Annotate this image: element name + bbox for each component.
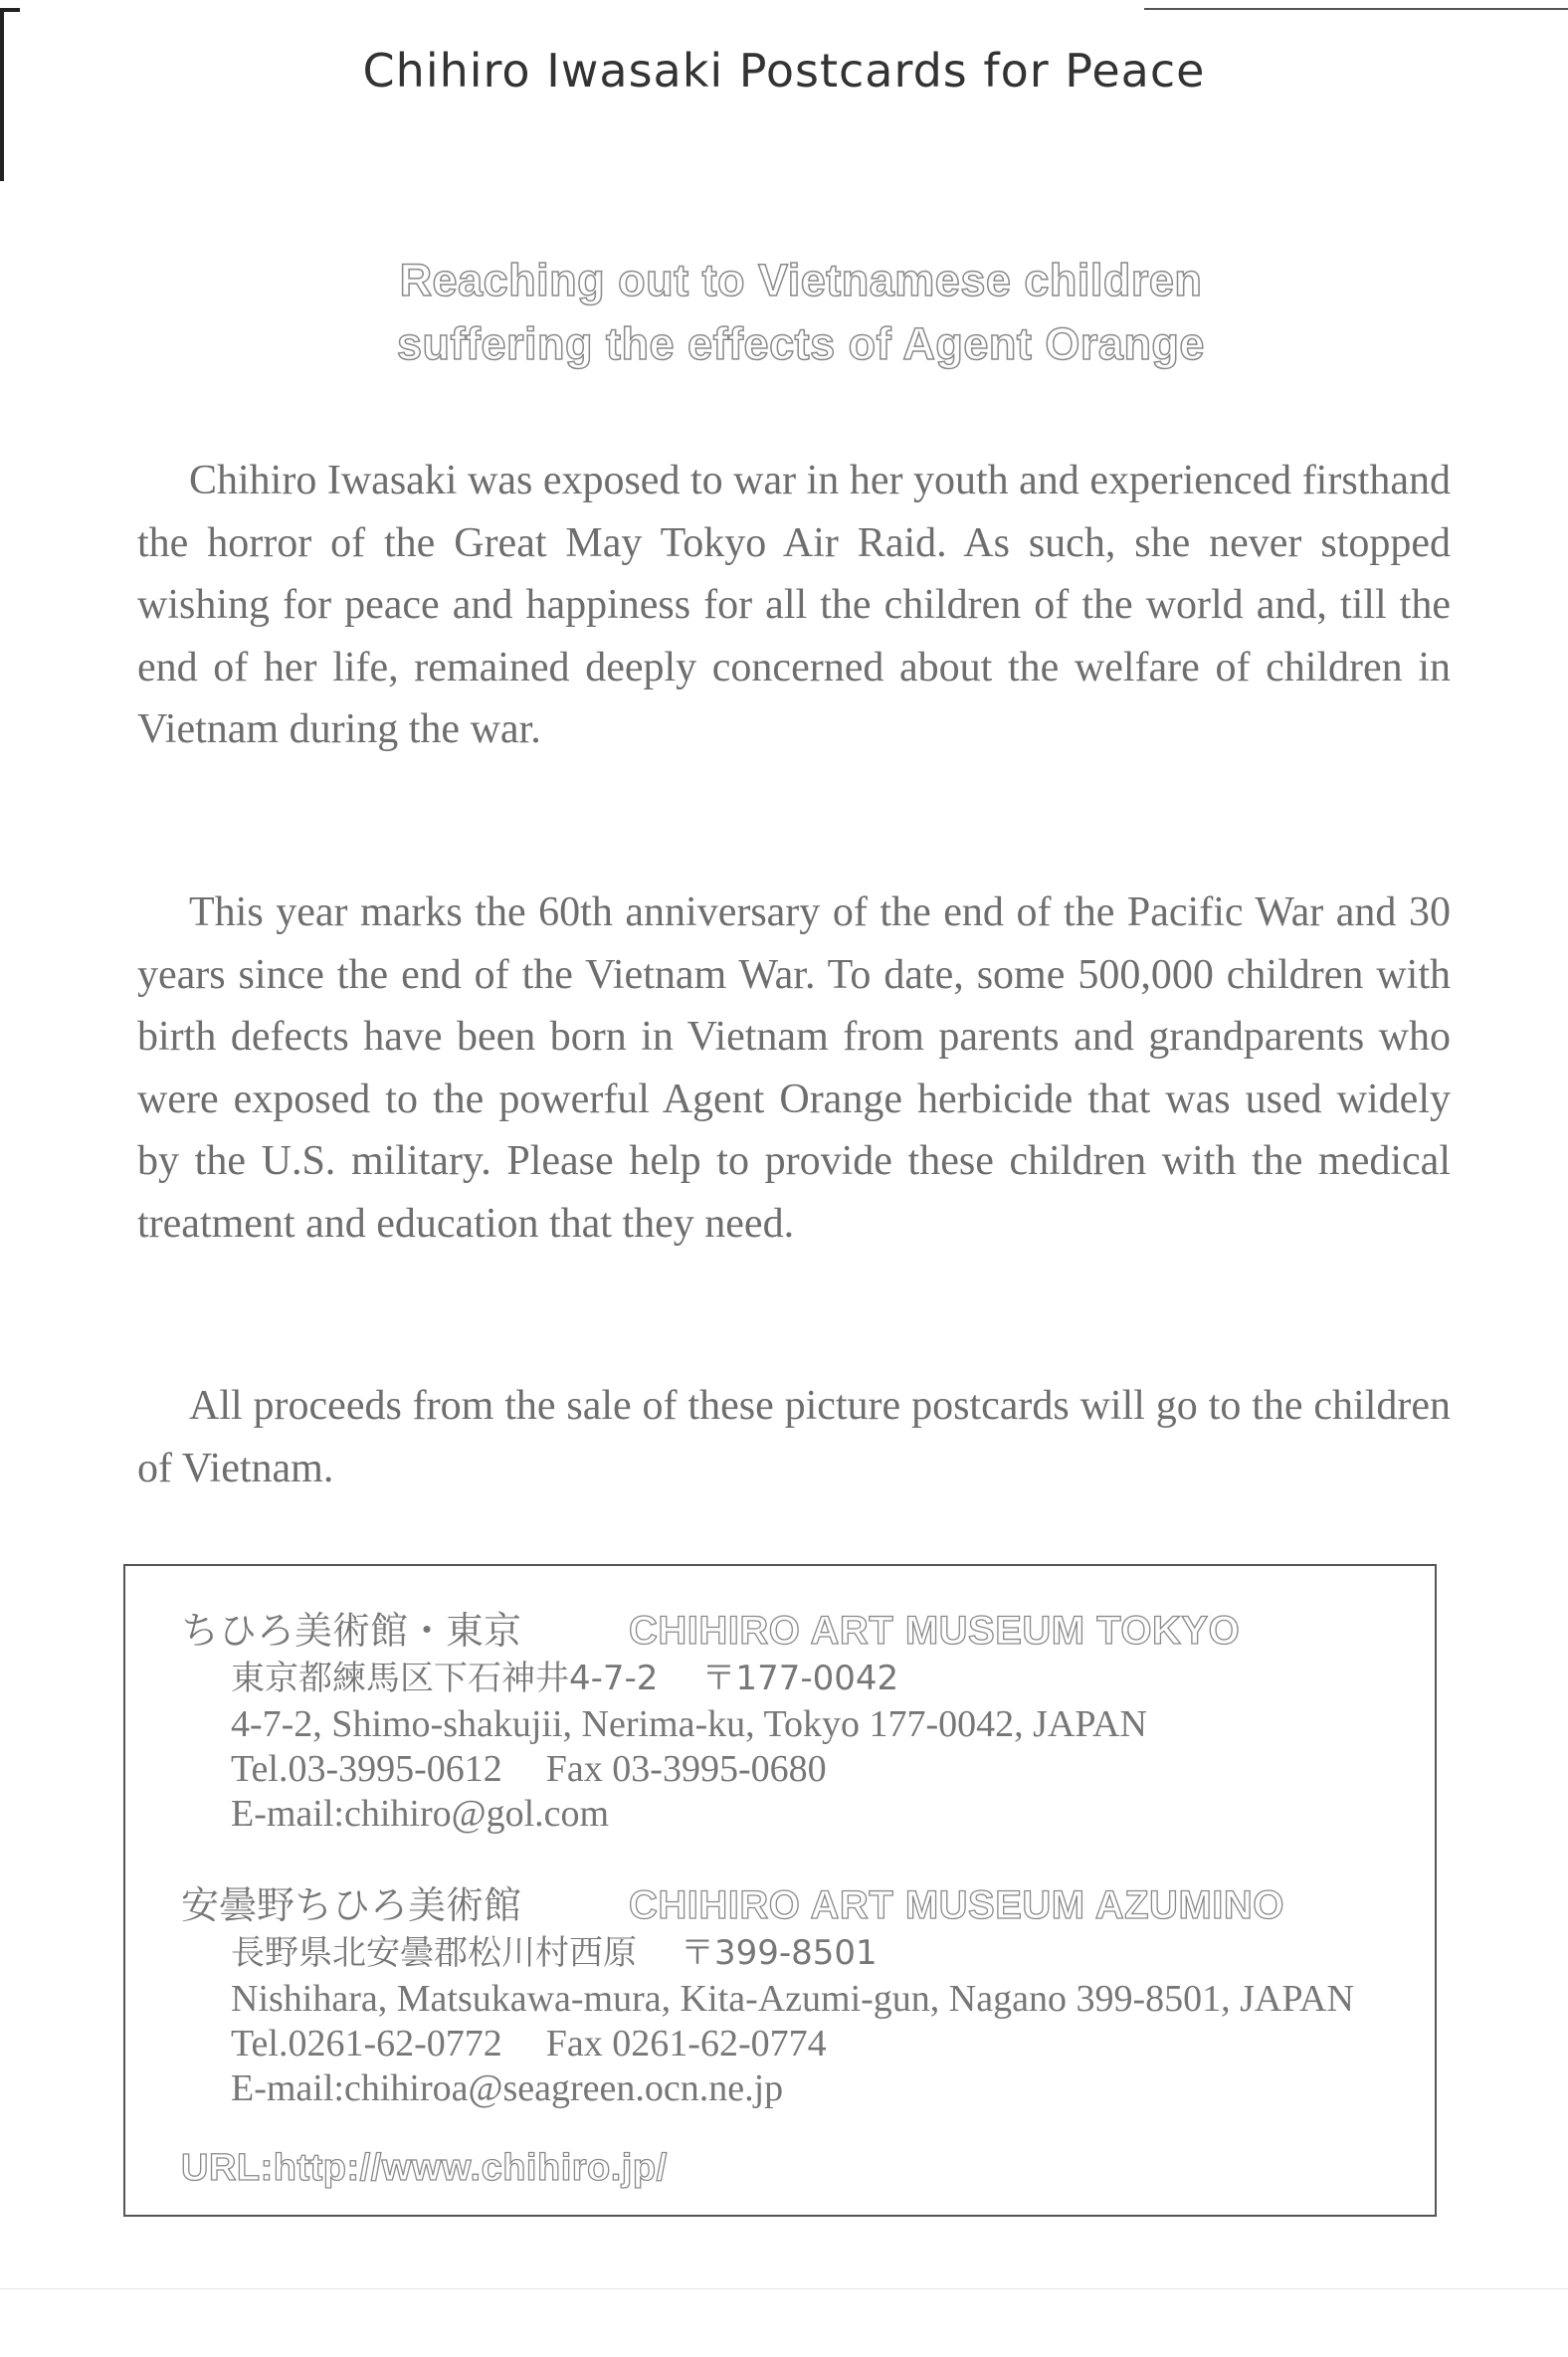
page-title: Chihiro Iwasaki Postcards for Peace: [362, 44, 1206, 98]
museum-tokyo-email[interactable]: E-mail:chihiro@gol.com: [231, 1793, 610, 1835]
museum-azumino-tel: Tel.0261-62-0772: [231, 2023, 502, 2064]
paragraph-anniversary: This year marks the 60th anniversary of the end of the Pacific War and 30 years since the end of the Vietnam War. To date, some 500,000 children with birth defects have been born in Vietnam from parents and grandparents who were exposed to the powerful Agent Orange herbicide that was used widely by the U.S. military. Please help to provide these children with the medical treatment and education that they need.: [137, 889, 1451, 1247]
paragraph-proceeds: All proceeds from the sale of these picture postcards will go to the children of Vietnam.: [137, 1383, 1451, 1491]
museum-tokyo-phone-line: [181, 1747, 1240, 1792]
museum-tokyo-address-jp: 東京都練馬区下石神井4-7-2: [231, 1659, 659, 1698]
museum-tokyo-postal-jp: 〒177-0042: [701, 1659, 899, 1698]
museum-azumino-name-en: CHIHIRO ART MUSEUM AZUMINO: [629, 1883, 1284, 1927]
bottom-rule: [0, 2288, 1568, 2289]
museum-tokyo-tel: Tel.03-3995-0612: [231, 1748, 502, 1790]
website-url[interactable]: URL:http://www.chihiro.jp/: [181, 2147, 668, 2189]
museum-azumino-postal-jp: 〒399-8501: [681, 1933, 878, 1973]
museum-tokyo-block: [181, 1600, 1240, 1837]
subtitle-line-2: suffering the effects of Agent Orange: [397, 318, 1205, 369]
museum-tokyo-name-en: CHIHIRO ART MUSEUM TOKYO: [629, 1609, 1241, 1653]
museum-azumino-phone-line: [181, 2022, 1354, 2066]
museum-azumino-block: [181, 1874, 1354, 2111]
museum-tokyo-address-jp-line: [181, 1655, 1240, 1702]
museum-tokyo-name-jp: ちひろ美術館・東京: [181, 1609, 522, 1653]
museum-azumino-address-jp-line: [181, 1929, 1354, 1977]
museum-azumino-fax: Fax 0261-62-0774: [545, 2023, 827, 2064]
subtitle-line-1: Reaching out to Vietnamese children: [399, 255, 1203, 305]
museum-tokyo-header: [181, 1600, 1240, 1655]
museum-tokyo-fax: Fax 03-3995-0680: [545, 1748, 827, 1790]
contact-box: [123, 1564, 1437, 2217]
top-rule: [1144, 8, 1568, 10]
subtitle: [298, 249, 1303, 376]
museum-azumino-header: [181, 1874, 1354, 1929]
museum-tokyo-address-en: 4-7-2, Shimo-shakujii, Nerima-ku, Tokyo 177-0042, JAPAN: [231, 1703, 1147, 1745]
museum-azumino-email[interactable]: E-mail:chihiroa@seagreen.ocn.ne.jp: [231, 2067, 784, 2109]
museum-azumino-name-jp: 安曇野ちひろ美術館: [181, 1883, 522, 1927]
museum-azumino-address-en: Nishihara, Matsukawa-mura, Kita-Azumi-gun, Nagano 399-8501, JAPAN: [231, 1978, 1354, 2020]
museum-azumino-address-jp: 長野県北安曇郡松川村西原: [231, 1933, 637, 1973]
paragraph-intro: Chihiro Iwasaki was exposed to war in her youth and experienced firsthand the horror of the Great May Tokyo Air Raid. As such, she never stopped wishing for peace and happiness for all the children of the world and, till the end of her life, remained deeply concerned about the welfare of children in Vietnam during the war.: [137, 458, 1451, 752]
